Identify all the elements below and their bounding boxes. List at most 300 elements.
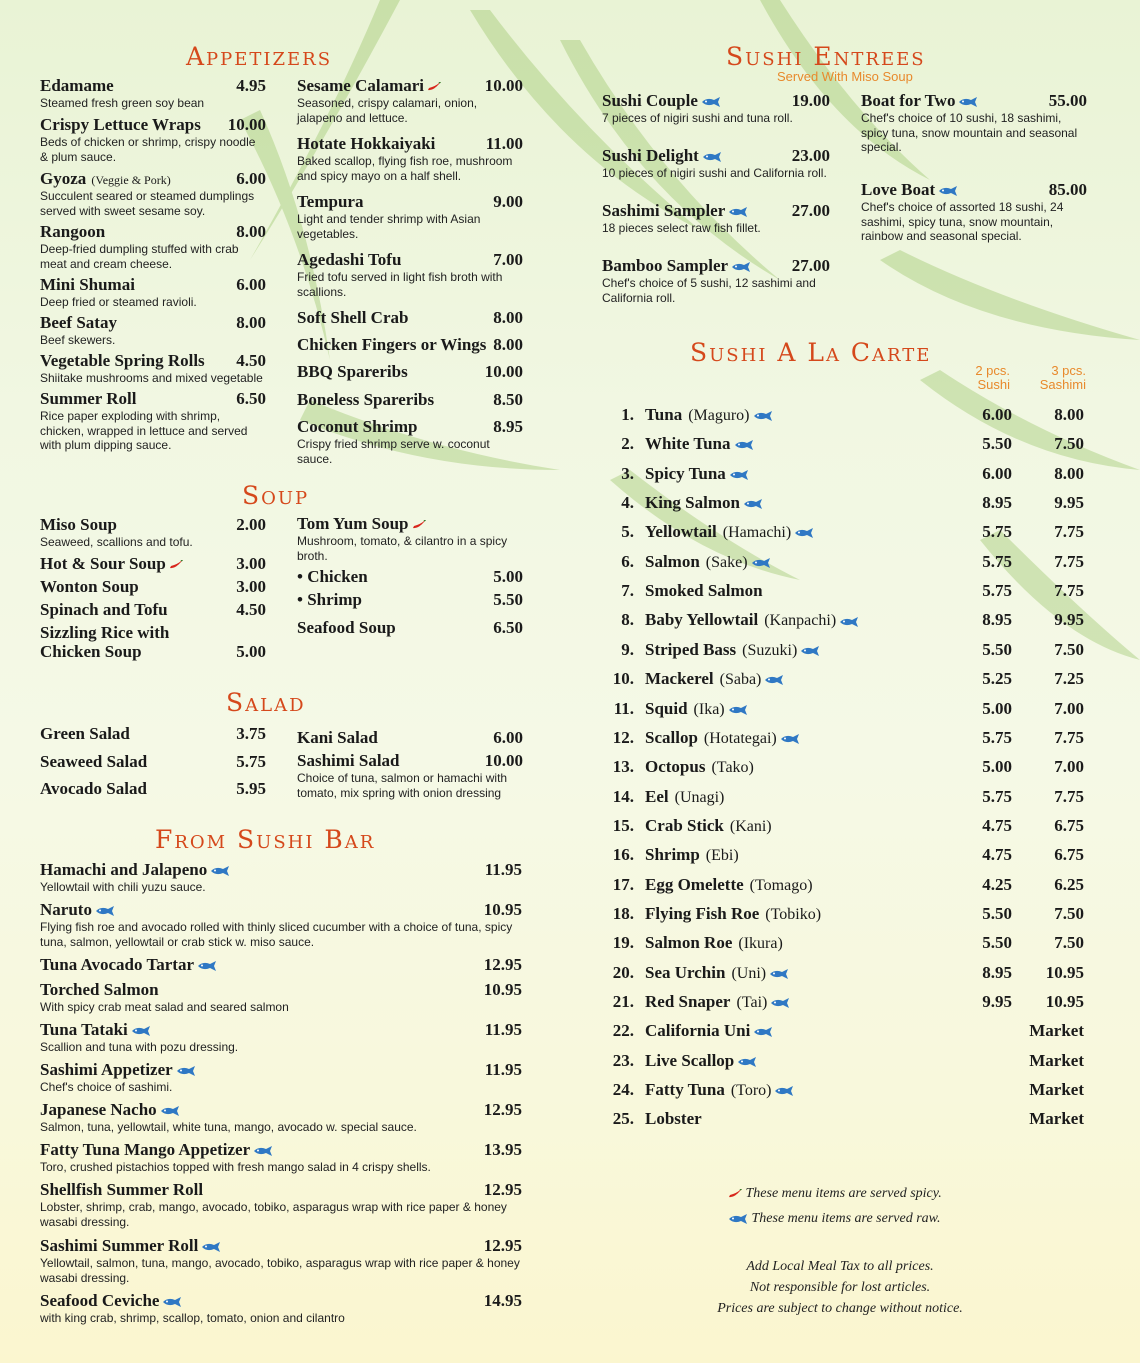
fish-icon — [210, 866, 230, 876]
menu-notes — [640, 1256, 1040, 1319]
carte-name — [645, 699, 748, 719]
item-name: Wonton Soup — [40, 577, 139, 596]
carte-sushi-price: 5.50 — [982, 639, 1012, 659]
carte-sushi-price: 5.75 — [982, 551, 1012, 571]
item-price: 10.00 — [484, 76, 523, 95]
item-name: Crispy Lettuce Wraps — [40, 115, 201, 134]
item-price: 3.00 — [236, 554, 266, 573]
note-line: Prices are subject to change without notice. — [717, 1301, 963, 1316]
item-description: Rice paper exploding with shrimp, chicken, wrapped in lettuce and served with plum dipping sauce. — [40, 409, 248, 452]
carte-number: 6. — [621, 551, 634, 571]
carte-number: 2. — [621, 434, 634, 454]
carte-name-text: Live Scallop — [645, 1050, 735, 1070]
item-price: 10.95 — [483, 900, 522, 919]
item-price: 5.75 — [236, 752, 266, 771]
menu-item — [602, 146, 830, 181]
item-price: 5.00 — [236, 642, 266, 661]
item-name: Vegetable Spring Rolls — [40, 351, 205, 370]
item-description: Steamed fresh green soy bean — [40, 96, 205, 110]
item-name: Shellfish Summer Roll — [40, 1180, 204, 1199]
item-name: Sashimi Salad — [297, 751, 400, 770]
carte-market-price: Market — [1029, 1050, 1084, 1070]
carte-row — [600, 875, 1090, 899]
carte-name — [645, 757, 754, 777]
carte-name — [645, 464, 749, 484]
item-price: 8.00 — [493, 335, 523, 354]
fish-icon — [780, 734, 800, 744]
item-description: Shiitake mushrooms and mixed vegetable — [40, 371, 263, 385]
item-name: Chicken Fingers or Wings — [297, 335, 487, 354]
item-description: Beds of chicken or shrimp, crispy noodle & plum sauce. — [40, 135, 256, 164]
menu-item — [40, 554, 266, 574]
item-description: Baked scallop, flying fish roe, mushroom and spicy mayo on a half shell. — [297, 154, 513, 183]
carte-japanese-name: (Tobiko) — [765, 905, 822, 923]
item-name: Gyoza — [40, 169, 87, 188]
item-price: 6.50 — [493, 618, 523, 637]
carte-japanese-name: (Suzuki) — [742, 641, 798, 659]
carte-name — [645, 728, 800, 748]
fish-icon — [764, 675, 784, 685]
legend-raw-text: These menu items are served raw. — [751, 1211, 941, 1226]
carte-name — [645, 933, 783, 953]
carte-japanese-name: (Saba) — [719, 671, 762, 689]
carte-name — [645, 904, 821, 924]
carte-japanese-name: (Kanpachi) — [764, 612, 837, 630]
item-name: Tuna Avocado Tartar — [40, 955, 194, 974]
carte-name-text: Red Snaper — [645, 992, 731, 1011]
carte-name-text: Egg Omelette — [645, 874, 744, 894]
item-name: Sesame Calamari — [297, 76, 425, 95]
carte-row — [600, 640, 1090, 664]
menu-item — [861, 91, 1087, 155]
fish-icon — [728, 705, 748, 715]
menu-item — [861, 180, 1087, 244]
fish-icon — [734, 440, 754, 450]
item-name: Hotate Hokkaiyaki — [297, 134, 436, 153]
carte-sashimi-price: 7.00 — [1054, 757, 1084, 777]
carte-japanese-name: (Ikura) — [738, 935, 783, 953]
carte-number: 25. — [612, 1109, 634, 1129]
carte-name-text: Crab Stick — [645, 815, 724, 835]
item-name: Spinach and Tofu — [40, 600, 168, 619]
menu-item — [40, 860, 522, 895]
item-name: Hot & Sour Soup — [40, 554, 166, 573]
menu-item — [40, 955, 522, 975]
carte-number: 10. — [612, 669, 634, 689]
fish-icon — [729, 470, 749, 480]
carte-number: 20. — [612, 962, 634, 982]
carte-name — [645, 669, 784, 689]
menu-item — [40, 779, 266, 799]
menu-item — [297, 308, 523, 328]
item-price: 8.00 — [493, 308, 523, 327]
carte-name — [645, 1021, 773, 1041]
fish-icon — [769, 969, 789, 979]
item-description: 18 pieces select raw fish fillet. — [602, 221, 761, 235]
carte-sushi-price: 8.95 — [982, 610, 1012, 630]
menu-item — [40, 600, 266, 620]
carte-japanese-name: (Tai) — [736, 994, 768, 1011]
legend-raw — [725, 1211, 940, 1227]
item-name: Torched Salmon — [40, 980, 159, 999]
menu-item — [297, 390, 523, 410]
fish-icon — [737, 1057, 757, 1067]
carte-sashimi-price: 7.00 — [1054, 698, 1084, 718]
carte-name-text: Sea Urchin — [645, 962, 726, 982]
fish-icon — [753, 411, 773, 421]
menu-item — [40, 1140, 522, 1175]
fish-icon — [728, 207, 748, 217]
carte-number: 17. — [612, 874, 634, 894]
item-name: • Shrimp — [297, 590, 362, 609]
carte-sashimi-price: 7.50 — [1054, 434, 1084, 454]
carte-sushi-price: 9.95 — [982, 992, 1012, 1011]
carte-japanese-name: (Tomago) — [749, 876, 813, 894]
fish-icon — [131, 1026, 151, 1036]
item-description: With spicy crab meat salad and seared salmon — [40, 1000, 289, 1014]
item-price: 11.95 — [484, 860, 522, 879]
item-description: Toro, crushed pistachios topped with fresh mango salad in 4 crispy shells. — [40, 1160, 431, 1174]
item-description: Deep fried or steamed ravioli. — [40, 295, 197, 309]
menu-item — [297, 567, 523, 587]
item-description: Chef's choice of assorted 18 sushi, 24 sashimi, spicy tuna, snow mountain, rainbow and seasonal special. — [861, 200, 1064, 243]
carte-name-text: Spicy Tuna — [645, 463, 726, 483]
carte-sushi-price: 5.25 — [982, 669, 1012, 689]
carte-name — [645, 610, 859, 630]
note-line: Add Local Meal Tax to all prices. — [746, 1259, 934, 1274]
menu-item — [297, 417, 523, 466]
carte-number: 16. — [612, 845, 634, 865]
menu-item — [40, 623, 266, 643]
carte-sashimi-price: 7.75 — [1054, 581, 1084, 601]
fish-icon — [839, 617, 859, 627]
carte-name-text: Lobster — [645, 1109, 702, 1129]
item-price: 4.50 — [236, 351, 266, 370]
carte-name-text: Smoked Salmon — [645, 581, 763, 601]
carte-name — [645, 1109, 702, 1129]
sushi-entrees-subheading: Served With Miso Soup — [777, 69, 913, 84]
item-price: 5.00 — [493, 567, 523, 586]
carte-sushi-price: 5.50 — [982, 933, 1012, 953]
menu-item — [297, 335, 523, 355]
carte-sushi-price: 8.95 — [982, 962, 1012, 982]
menu-item — [40, 577, 266, 597]
item-price: 6.00 — [236, 169, 266, 188]
menu-item — [40, 642, 266, 662]
item-price: 9.00 — [493, 192, 523, 211]
chili-icon — [412, 520, 426, 530]
item-price: 5.95 — [236, 779, 266, 798]
item-name: Sushi Delight — [602, 146, 699, 165]
item-description: Fried tofu served in light fish broth with scallions. — [297, 270, 503, 299]
item-price: 7.00 — [493, 250, 523, 269]
item-price: 27.00 — [791, 256, 830, 275]
carte-sushi-price: 5.50 — [982, 434, 1012, 454]
carte-japanese-name: (Toro) — [730, 1082, 772, 1100]
item-name: Hamachi and Jalapeno — [40, 860, 208, 879]
carte-japanese-name: (Hamachi) — [722, 524, 792, 542]
menu-item — [40, 275, 266, 310]
carte-row — [600, 699, 1090, 723]
item-description: Succulent seared or steamed dumplings served with sweet sesame soy. — [40, 189, 255, 218]
sushi-entrees-heading: Sushi Entrees — [726, 42, 926, 71]
carte-number: 23. — [612, 1050, 634, 1070]
item-price: 27.00 — [791, 201, 830, 220]
item-price: 12.95 — [483, 1236, 522, 1255]
item-description: Seasoned, crispy calamari, onion, jalapeno and lettuce. — [297, 96, 478, 125]
carte-number: 1. — [621, 405, 634, 424]
fish-icon — [731, 262, 751, 272]
item-name: Seafood Ceviche — [40, 1291, 160, 1310]
menu-item — [40, 1020, 522, 1055]
menu-item — [297, 751, 523, 800]
carte-name — [645, 434, 754, 454]
carte-row — [600, 1109, 1090, 1133]
carte-sushi-price: 6.00 — [982, 463, 1012, 483]
carte-sushi-price: 5.00 — [982, 698, 1012, 718]
carte-name — [645, 1051, 757, 1071]
menu-item — [40, 1291, 522, 1326]
fish-icon — [794, 528, 814, 538]
carte-name-text: Octopus — [645, 757, 706, 777]
carte-name-text: California Uni — [645, 1021, 751, 1041]
carte-name — [645, 845, 739, 865]
item-description: Yellowtail, salmon, tuna, mango, avocado, tobiko, asparagus wrap with rice paper & honey wasabi dressing. — [40, 1256, 520, 1285]
item-name: Chicken Soup — [40, 642, 142, 661]
carte-name — [645, 640, 820, 660]
item-description: Beef skewers. — [40, 333, 116, 347]
carte-row — [600, 405, 1090, 429]
carte-sashimi-price: 6.75 — [1054, 845, 1084, 865]
carte-sashimi-price: 9.95 — [1054, 493, 1084, 513]
menu-item — [297, 250, 523, 299]
item-price: 11.95 — [484, 1060, 522, 1079]
carte-name-text: Tuna — [645, 405, 683, 424]
carte-name-text: Yellowtail — [645, 522, 717, 542]
carte-row — [600, 787, 1090, 811]
item-description: Chef's choice of 10 sushi, 18 sashimi, spicy tuna, snow mountain and seasonal special. — [861, 111, 1078, 154]
menu-item — [40, 1180, 522, 1229]
carte-japanese-name: (Ika) — [693, 700, 725, 718]
carte-sushi-price: 6.00 — [982, 405, 1012, 424]
carte-japanese-name: (Sake) — [705, 553, 748, 571]
item-description: with king crab, shrimp, scallop, tomato, onion and cilantro — [40, 1311, 345, 1325]
carte-sashimi-price: 7.50 — [1054, 639, 1084, 659]
carte-name-text: White Tuna — [645, 434, 731, 454]
fish-icon — [701, 97, 721, 107]
carte-name-text: Flying Fish Roe — [645, 903, 760, 923]
carte-name — [645, 405, 773, 425]
menu-item — [297, 362, 523, 382]
item-name: Avocado Salad — [40, 779, 147, 798]
item-name: Sushi Couple — [602, 91, 698, 110]
carte-sashimi-price: 8.00 — [1054, 405, 1084, 424]
carte-name-text: Squid — [645, 698, 688, 718]
carte-row — [600, 610, 1090, 634]
carte-name — [645, 552, 771, 572]
item-note: (Veggie & Pork) — [91, 173, 171, 187]
item-price: 6.00 — [493, 728, 523, 747]
carte-row — [600, 669, 1090, 693]
carte-name-text: Salmon Roe — [645, 933, 733, 953]
item-description: Chef's choice of 5 sushi, 12 sashimi and California roll. — [602, 276, 816, 305]
item-name: Boneless Spareribs — [297, 390, 435, 409]
item-name: Agedashi Tofu — [297, 250, 402, 269]
item-price: 14.95 — [483, 1291, 522, 1310]
carte-name — [645, 522, 814, 542]
item-name: Seaweed Salad — [40, 752, 148, 771]
carte-sashimi-price: 10.95 — [1045, 992, 1084, 1011]
item-price: 8.00 — [236, 313, 266, 332]
item-name: Miso Soup — [40, 515, 117, 534]
appetizers-heading: Appetizers — [186, 42, 333, 71]
carte-sushi-price: 5.75 — [982, 786, 1012, 806]
carte-name — [645, 963, 789, 983]
item-name: Love Boat — [861, 180, 936, 199]
carte-name — [645, 581, 763, 601]
item-name: Tempura — [297, 192, 364, 211]
carte-number: 14. — [612, 786, 634, 806]
item-price: 6.50 — [236, 389, 266, 408]
chili-icon — [427, 82, 441, 92]
item-price: 23.00 — [791, 146, 830, 165]
carte-number: 19. — [612, 933, 634, 953]
menu-item — [297, 76, 523, 125]
menu-item — [297, 514, 523, 563]
item-name: Mini Shumai — [40, 275, 135, 294]
menu-item — [40, 980, 522, 1015]
item-name: Seafood Soup — [297, 618, 396, 637]
item-price: 12.95 — [483, 1180, 522, 1199]
item-description: Light and tender shrimp with Asian vegetables. — [297, 212, 481, 241]
item-name: Summer Roll — [40, 389, 137, 408]
fish-icon — [753, 1027, 773, 1037]
menu-item — [40, 115, 266, 164]
carte-name — [645, 493, 763, 513]
item-description: Crispy fried shrimp serve w. coconut sauce. — [297, 437, 490, 466]
item-description: Flying fish roe and avocado rolled with thinly sliced cucumber with a choice of tuna, spicy tuna, salmon, yellowtail or crab stick w. miso sauce. — [40, 920, 513, 949]
carte-header-sushi — [958, 364, 1010, 392]
fish-icon — [774, 1086, 794, 1096]
menu-item — [40, 1060, 522, 1095]
carte-number: 3. — [621, 463, 634, 483]
item-name: Naruto — [40, 900, 92, 919]
carte-row — [600, 904, 1090, 928]
item-price: 11.00 — [485, 134, 523, 153]
item-price: 19.00 — [791, 91, 830, 110]
item-price: 10.00 — [227, 115, 266, 134]
carte-sushi-price: 5.75 — [982, 727, 1012, 747]
fish-icon — [176, 1066, 196, 1076]
carte-row — [600, 992, 1090, 1016]
item-price: 3.75 — [236, 724, 266, 743]
item-price: 5.50 — [493, 590, 523, 609]
menu-item — [40, 752, 266, 772]
item-name: Tuna Tataki — [40, 1020, 128, 1039]
carte-number: 21. — [612, 992, 634, 1011]
item-description: Seaweed, scallions and tofu. — [40, 535, 193, 549]
carte-name-text: Baby Yellowtail — [645, 610, 759, 630]
menu-item — [297, 618, 523, 638]
carte-sashimi-price: 7.75 — [1054, 727, 1084, 747]
fish-icon — [743, 499, 763, 509]
menu-item — [297, 192, 523, 241]
menu-item — [297, 728, 523, 748]
carte-name-text: Shrimp — [645, 845, 700, 865]
item-price: 85.00 — [1048, 180, 1087, 199]
item-price: 3.00 — [236, 577, 266, 596]
item-name: Soft Shell Crab — [297, 308, 409, 327]
note-line: Not responsible for lost articles. — [749, 1280, 931, 1295]
carte-row — [600, 522, 1090, 546]
menu-item — [40, 515, 266, 550]
carte-sashimi-price: 10.95 — [1045, 962, 1084, 982]
item-name: Edamame — [40, 76, 114, 95]
item-name: Boat for Two — [861, 91, 956, 110]
item-name: Green Salad — [40, 724, 130, 743]
carte-row — [600, 581, 1090, 605]
item-price: 10.95 — [483, 980, 522, 999]
carte-number: 9. — [621, 639, 634, 659]
carte-header-sashimi — [1030, 364, 1086, 392]
item-name: Kani Salad — [297, 728, 378, 747]
carte-sushi-price: 4.75 — [982, 815, 1012, 835]
carte-row — [600, 816, 1090, 840]
item-name: Tom Yum Soup — [297, 514, 409, 533]
carte-sashimi-price: 8.00 — [1054, 463, 1084, 483]
carte-number: 12. — [612, 727, 634, 747]
carte-sashimi-price: 7.75 — [1054, 551, 1084, 571]
item-name: Sizzling Rice with — [40, 623, 170, 642]
carte-header-sashimi-text: 3 pcs. Sashimi — [1039, 363, 1086, 392]
item-price: 55.00 — [1048, 91, 1087, 110]
carte-sushi-price: 5.50 — [982, 903, 1012, 923]
chili-icon — [728, 1189, 742, 1199]
item-description: Scallion and tuna with pozu dressing. — [40, 1040, 239, 1054]
carte-row — [600, 552, 1090, 576]
menu-item — [40, 900, 522, 949]
item-description: Lobster, shrimp, crab, mango, avocado, tobiko, asparagus wrap with rice paper & honey wasabi dressing. — [40, 1200, 507, 1229]
carte-row — [600, 933, 1090, 957]
carte-sushi-price: 5.75 — [982, 581, 1012, 601]
carte-number: 8. — [621, 610, 634, 630]
carte-row — [600, 434, 1090, 458]
carte-name — [645, 875, 813, 895]
carte-sushi-price: 5.75 — [982, 522, 1012, 542]
item-price: 2.00 — [236, 515, 266, 534]
item-name: BBQ Spareribs — [297, 362, 408, 381]
carte-name — [645, 1080, 794, 1100]
menu-item — [602, 256, 830, 305]
menu-item — [297, 134, 523, 183]
carte-row — [600, 845, 1090, 869]
soup-heading: Soup — [242, 481, 310, 510]
sushi-bar-heading: From Sushi Bar — [155, 825, 376, 854]
carte-name-text: Mackerel — [645, 669, 714, 689]
carte-japanese-name: (Hotategai) — [703, 729, 777, 747]
menu-item — [297, 590, 523, 610]
item-name: Sashimi Appetizer — [40, 1060, 173, 1079]
item-name: • Chicken — [297, 567, 368, 586]
legend-spicy-text: These menu items are served spicy. — [745, 1186, 942, 1201]
carte-sashimi-price: 9.95 — [1054, 610, 1084, 630]
carte-row — [600, 1051, 1090, 1075]
menu-item — [40, 389, 266, 453]
carte-market-price: Market — [1029, 1021, 1084, 1041]
menu-item — [40, 1236, 522, 1285]
carte-name — [645, 787, 724, 807]
menu-item — [602, 91, 830, 126]
